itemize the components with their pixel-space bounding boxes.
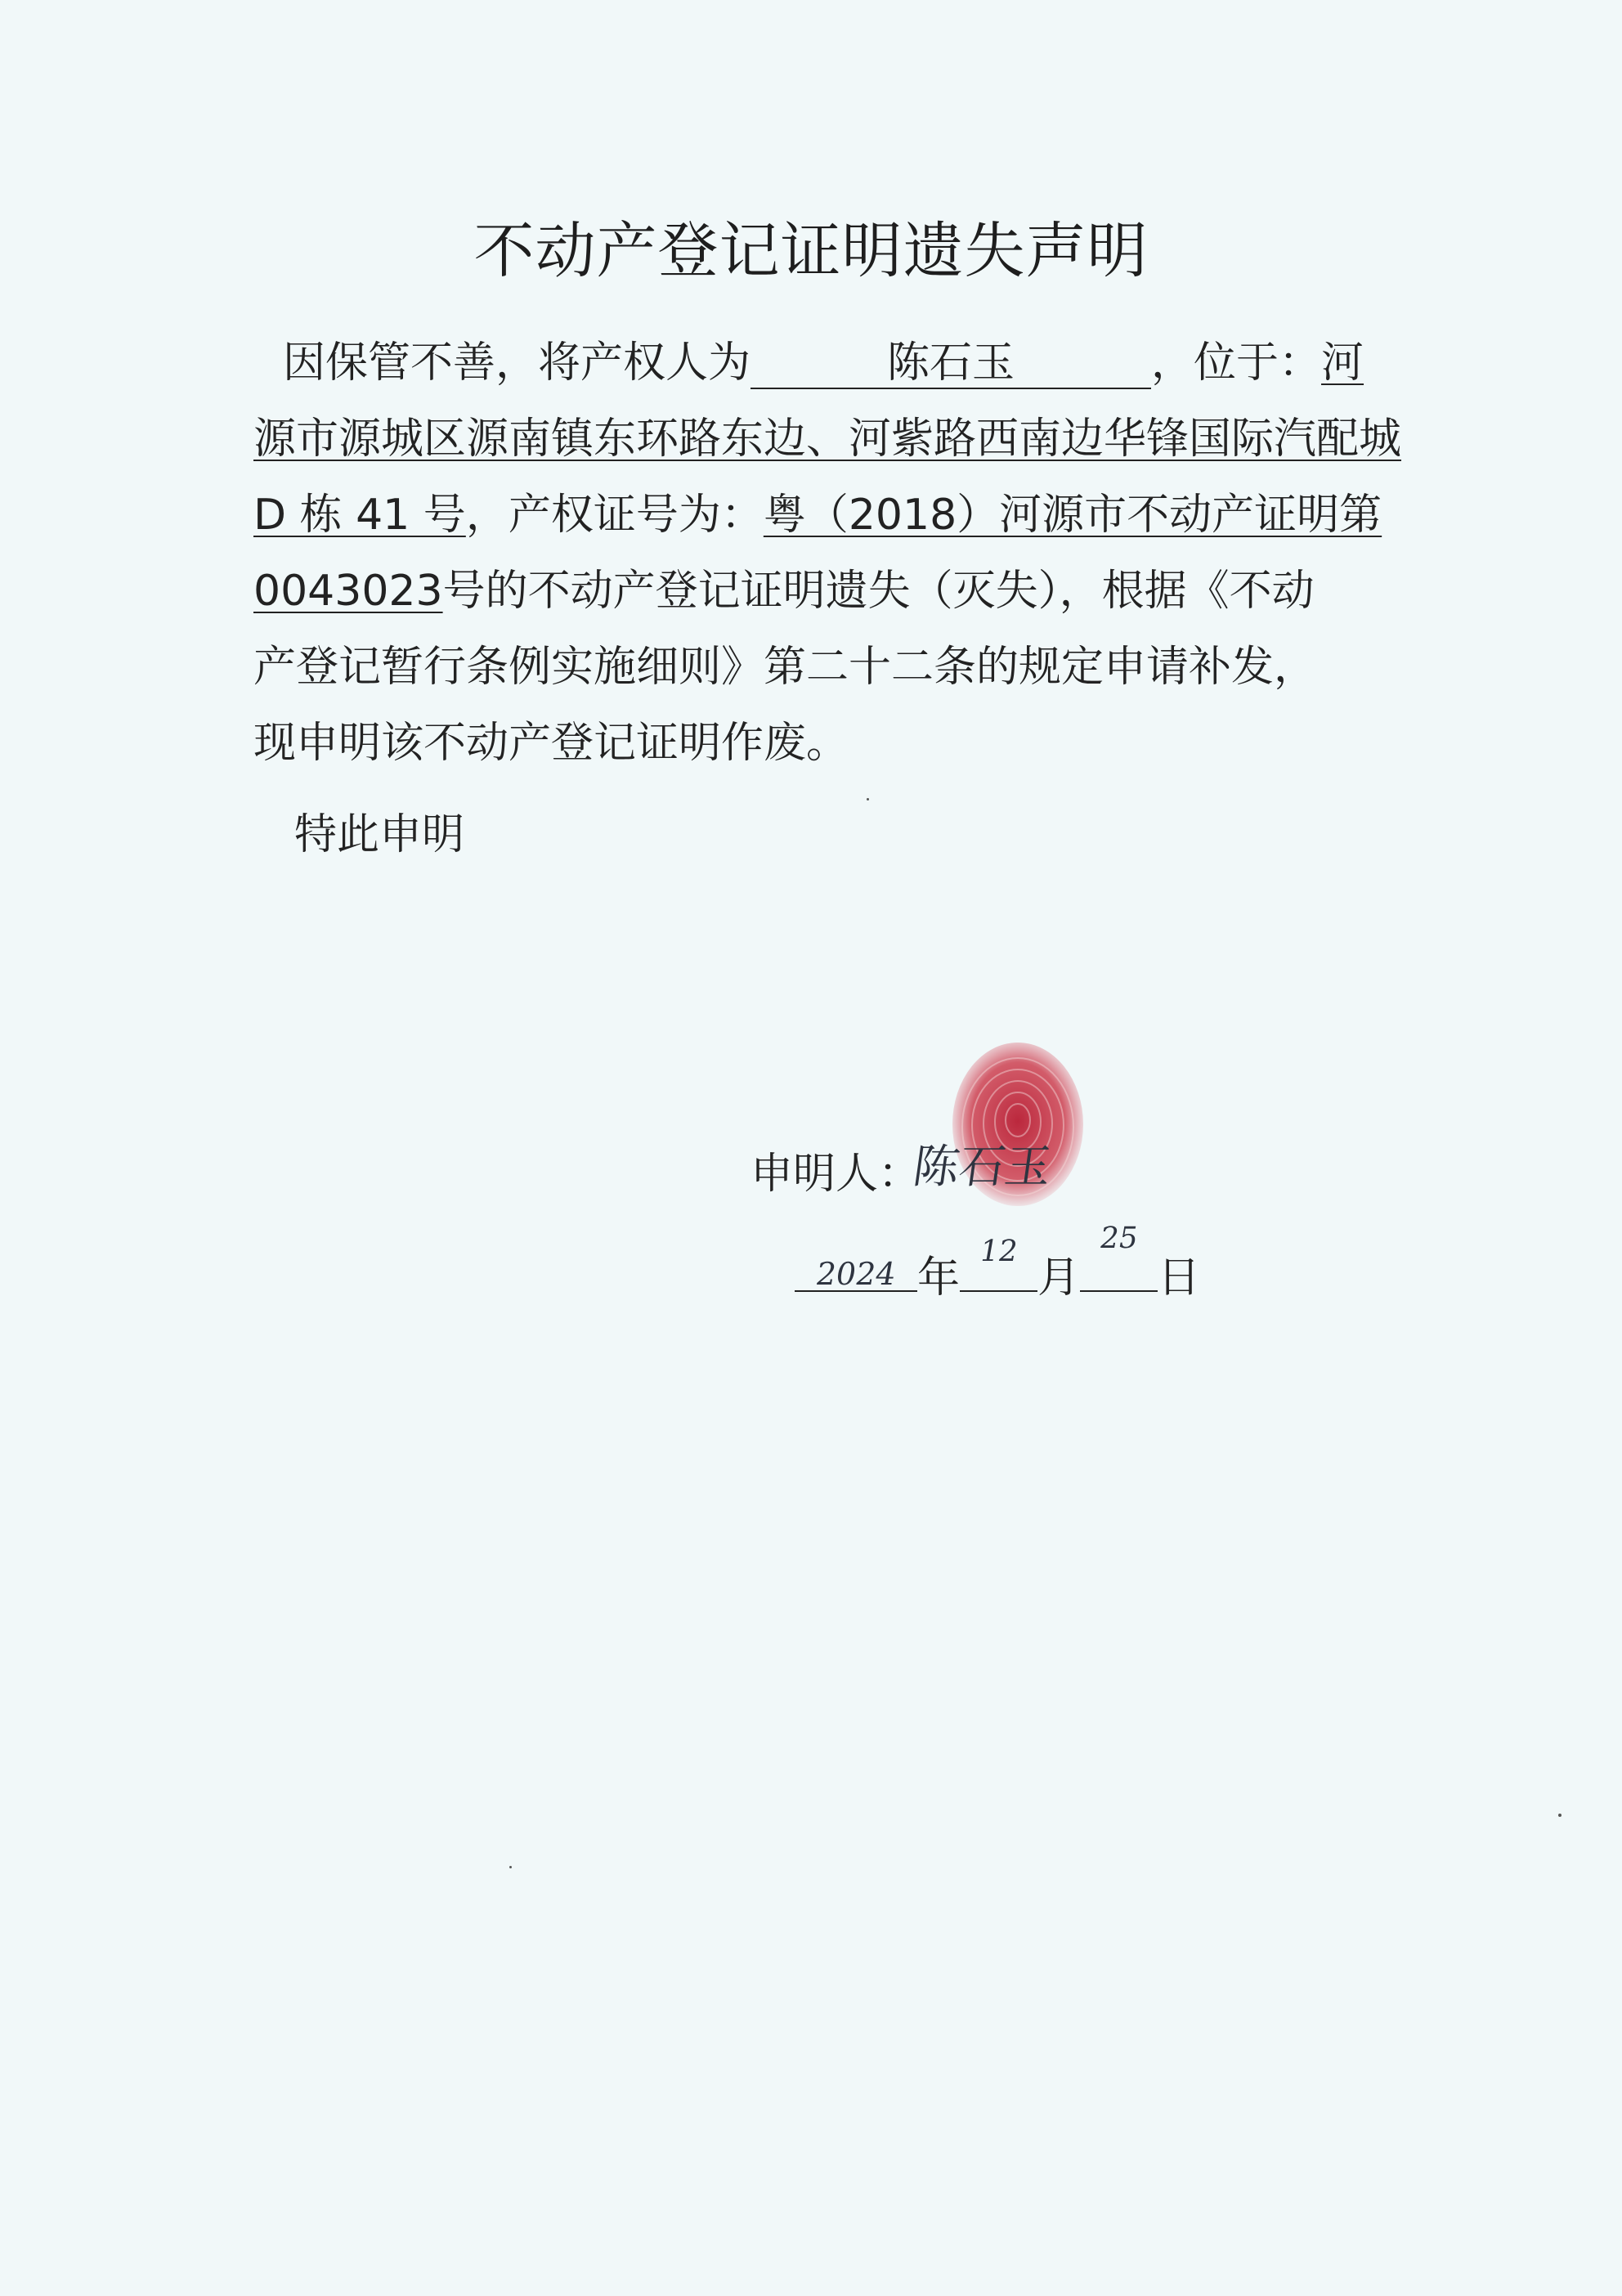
cert-label: ，产权证号为： xyxy=(465,491,764,540)
declarant-label: 申明人： xyxy=(751,1150,921,1199)
year-label: 年 xyxy=(917,1253,961,1303)
year-value: 2024 xyxy=(813,1256,899,1292)
day-label: 日 xyxy=(1158,1253,1201,1303)
owner-name: 陈石玉 xyxy=(887,339,1015,388)
body-text-4: 号的不动产登记证明遗失（灭失），根据《不动 xyxy=(442,567,1315,616)
owner-name-field xyxy=(751,339,1151,389)
address-part-2: 源市源城区源南镇东环路东边、河紫路西南边华锋国际汽配城 xyxy=(253,415,1402,464)
declarant-signature: 陈石玉 xyxy=(909,1141,1055,1194)
address-part-3: D 栋 41 号 xyxy=(253,491,466,540)
closing-phrase: 特此申明 xyxy=(294,810,465,859)
scan-speck xyxy=(509,1866,512,1868)
body-line-6 xyxy=(253,706,1382,782)
body-line-1 xyxy=(253,325,1382,401)
address-part-1: 河 xyxy=(1321,339,1364,388)
month-field xyxy=(960,1235,1037,1292)
body-line-3 xyxy=(253,478,1382,554)
scan-speck xyxy=(1558,1814,1562,1817)
body-text-6: 现申明该不动产登记证明作废。 xyxy=(253,719,849,768)
year-field xyxy=(795,1249,917,1292)
day-field xyxy=(1080,1222,1158,1292)
month-label: 月 xyxy=(1037,1253,1081,1303)
body-location-label: ，位于： xyxy=(1151,339,1322,388)
body-intro: 因保管不善，将产权人为 xyxy=(283,339,751,388)
body-line-4 xyxy=(253,554,1382,630)
month-value: 12 xyxy=(976,1235,1021,1268)
body-line-5 xyxy=(253,630,1382,706)
document-title: 不动产登记证明遗失声明 xyxy=(473,216,1149,286)
day-value: 25 xyxy=(1097,1222,1141,1255)
body-line-2 xyxy=(253,401,1402,478)
cert-number-part-1: 粤（2018）河源市不动产证明第 xyxy=(763,491,1382,540)
body-text-5: 产登记暂行条例实施细则》第二十二条的规定申请补发， xyxy=(253,643,1317,692)
cert-number-part-2: 0043023 xyxy=(253,567,443,616)
statement-body xyxy=(253,325,1402,782)
scan-speck xyxy=(867,798,869,800)
date-line xyxy=(795,1222,1201,1316)
